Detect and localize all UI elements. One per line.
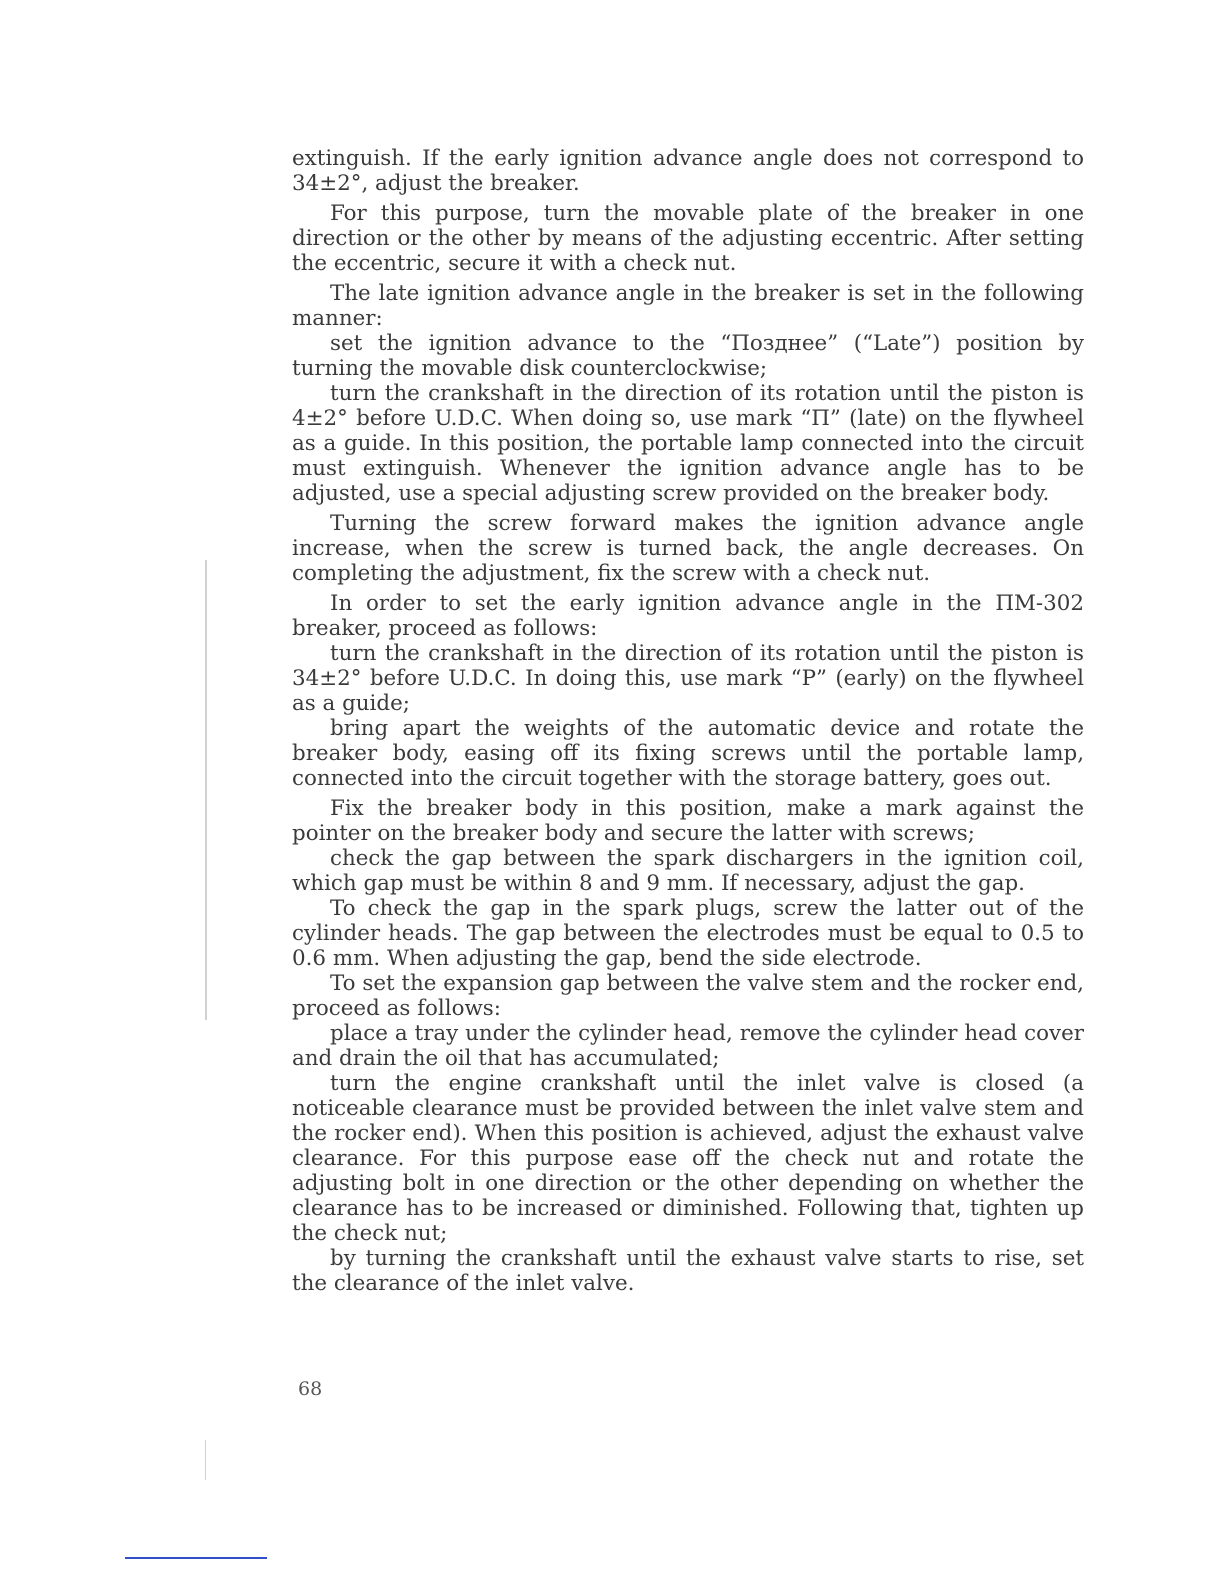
paragraph: To check the gap in the spark plugs, screw the latter out of the cylinder heads. The gap between the electrodes must be equal to 0.5 to 0.6 mm. When adjusting the gap, bend the side electrode. [292, 896, 1084, 971]
paragraph: For this purpose, turn the movable plate of the breaker in one direction or the other by means of the adjusting eccentric. After setting the eccentric, secure it with a check nut. [292, 201, 1084, 276]
paragraph: bring apart the weights of the automatic device and rotate the breaker body, easing off its fixing screws until the portable lamp, connected into the circuit together with the storage battery, goes out. [292, 716, 1084, 791]
scan-margin-line [205, 1440, 206, 1480]
paragraph: The late ignition advance angle in the breaker is set in the following manner: [292, 281, 1084, 331]
page-number: 68 [298, 1378, 323, 1400]
paragraph: set the ignition advance to the “Позднее” (“Late”) position by turning the movable disk counterclockwise; [292, 331, 1084, 381]
paragraph: extinguish. If the early ignition advance angle does not correspond to 34±2°, adjust the breaker. [292, 146, 1084, 196]
paragraph: In order to set the early ignition advance angle in the ПМ-302 breaker, proceed as follows: [292, 591, 1084, 641]
body-text [292, 146, 1084, 1296]
paragraph: check the gap between the spark dischargers in the ignition coil, which gap must be within 8 and 9 mm. If necessary, adjust the gap. [292, 846, 1084, 896]
paragraph: turn the crankshaft in the direction of its rotation until the piston is 4±2° before U.D.C. When doing so, use mark “П” (late) on the flywheel as a guide. In this position, the portable lamp connected into the circuit must extinguish. Whenever the ignition advance angle has to be adjusted, use a special adjusting screw provided on the breaker body. [292, 381, 1084, 506]
paragraph: Turning the screw forward makes the ignition advance angle increase, when the screw is turned back, the angle decreases. On completing the adjustment, fix the screw with a check nut. [292, 511, 1084, 586]
paragraph: Fix the breaker body in this position, make a mark against the pointer on the breaker body and secure the latter with screws; [292, 796, 1084, 846]
paragraph: turn the engine crankshaft until the inlet valve is closed (a noticeable clearance must be provided between the inlet valve stem and the rocker end). When this position is achieved, adjust the exhaust valve clearance. For this purpose ease off the check nut and rotate the adjusting bolt in one direction or the other depending on whether the clearance has to be increased or diminished. Following that, tighten up the check nut; [292, 1071, 1084, 1246]
paragraph: turn the crankshaft in the direction of its rotation until the piston is 34±2° before U.D.C. In doing this, use mark “P” (early) on the flywheel as a guide; [292, 641, 1084, 716]
paragraph: by turning the crankshaft until the exhaust valve starts to rise, set the clearance of the inlet valve. [292, 1246, 1084, 1296]
blue-rule [125, 1557, 267, 1559]
paragraph: place a tray under the cylinder head, remove the cylinder head cover and drain the oil that has accumulated; [292, 1021, 1084, 1071]
paragraph: To set the expansion gap between the valve stem and the rocker end, proceed as follows: [292, 971, 1084, 1021]
scan-margin-line [205, 560, 207, 1020]
